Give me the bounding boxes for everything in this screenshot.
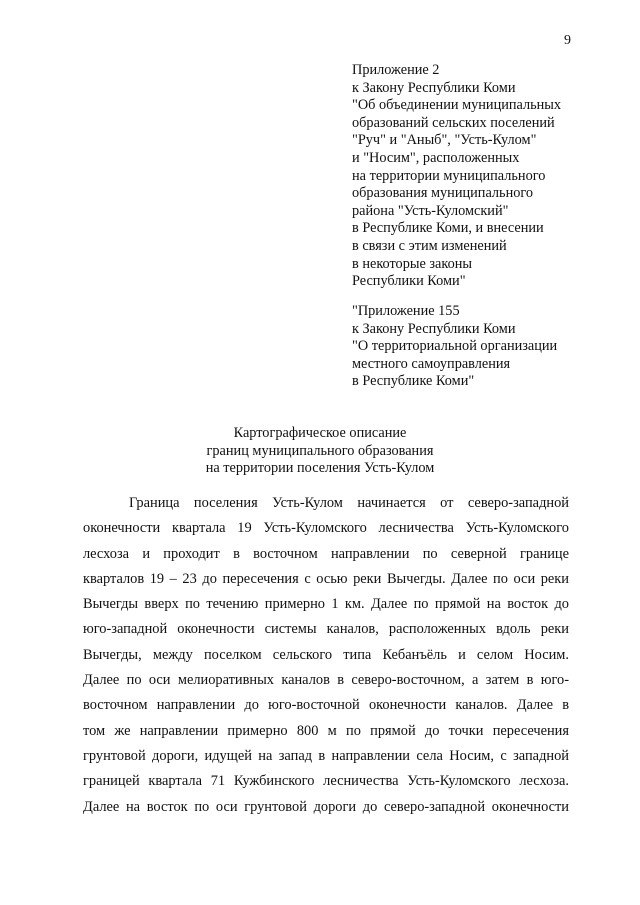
body-line: Далее по оси мелиоративных каналов в северо-восточном, а затем в юго- xyxy=(83,672,569,689)
body-line: лесхоза и проходит в восточном направлении по северной границе xyxy=(83,545,569,562)
appendix-line: Республики Коми" xyxy=(352,273,466,290)
appendix-line: "Приложение 155 xyxy=(352,303,460,319)
appendix-2-header xyxy=(352,62,632,291)
page-number: 9 xyxy=(564,33,571,48)
body-line: оконечности квартала 19 Усть-Куломского лесничества Усть-Куломского xyxy=(83,520,569,537)
title-line: границ муниципального образования xyxy=(206,442,434,459)
appendix-line: образований сельских поселений xyxy=(352,114,555,131)
appendix-line: в некоторые законы xyxy=(352,255,473,272)
appendix-line: в связи с этим изменений xyxy=(352,237,507,254)
body-line: том же направлении примерно 800 м по прямой до точки пересечения xyxy=(83,722,569,739)
body-line: грунтовой дороги, идущей на запад в направлении села Носим, с западной xyxy=(83,747,569,764)
appendix-line: к Закону Республики Коми xyxy=(352,320,516,337)
document-title xyxy=(150,425,490,478)
appendix-line: и "Носим", расположенных xyxy=(352,149,520,166)
appendix-line: местного самоуправления xyxy=(352,355,511,372)
appendix-line: "О территориальной организации xyxy=(352,338,558,355)
appendix-line: образования муниципального xyxy=(352,185,534,202)
appendix-line: Приложение 2 xyxy=(352,62,440,78)
body-line: Вычегды вверх по течению примерно 1 км. Далее по прямой на восток до xyxy=(83,596,569,613)
appendix-line: "Руч" и "Аныб", "Усть-Кулом" xyxy=(352,132,537,149)
appendix-155-header xyxy=(352,303,632,391)
appendix-line: в Республике Коми, и внесении xyxy=(352,220,544,237)
title-line: Картографическое описание xyxy=(233,425,407,441)
appendix-line: на территории муниципального xyxy=(352,167,546,184)
body-line: восточном направлении до юго-восточной оконечности каналов. Далее в xyxy=(83,697,569,714)
body-paragraph xyxy=(83,491,569,820)
appendix-line: "Об объединении муниципальных xyxy=(352,97,562,114)
body-line: кварталов 19 – 23 до пересечения с осью реки Вычегды. Далее по оси реки xyxy=(83,570,569,587)
body-line: Граница поселения Усть-Кулом начинается от северо-западной xyxy=(129,495,569,511)
title-line: на территории поселения Усть-Кулом xyxy=(205,460,435,476)
appendix-line: в Республике Коми" xyxy=(352,373,475,390)
appendix-line: района "Усть-Куломский" xyxy=(352,202,509,219)
body-line: границей квартала 71 Кужбинского лесничества Усть-Куломского лесхоза. xyxy=(83,773,569,790)
appendix-line: к Закону Республики Коми xyxy=(352,79,516,96)
body-line: юго-западной оконечности системы каналов, расположенных вдоль реки xyxy=(83,621,569,638)
body-line: Вычегды, между поселком сельского типа Кебанъёль и селом Носим. xyxy=(83,646,569,663)
body-line: Далее на восток по оси грунтовой дороги до северо-западной оконечности xyxy=(83,798,569,815)
